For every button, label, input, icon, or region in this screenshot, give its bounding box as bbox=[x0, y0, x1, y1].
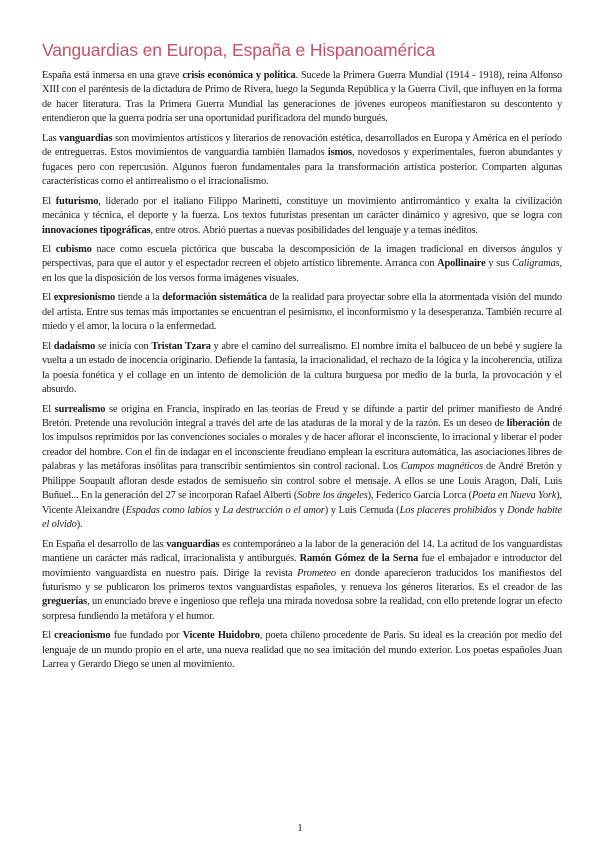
text-run: El bbox=[42, 340, 54, 352]
italic-title: Poeta en Nueva York bbox=[471, 490, 557, 502]
paragraph-cubismo bbox=[42, 243, 562, 286]
text-run: ), Vicente Aleixandre ( bbox=[42, 490, 563, 516]
bold-term: Tristan Tzara bbox=[151, 340, 211, 352]
text-run: En España el desarrollo de las bbox=[42, 538, 167, 550]
text-run: El bbox=[42, 403, 55, 415]
bold-term: innovaciones tipográficas bbox=[42, 224, 151, 236]
text-run: , entre otros. Abrió puertas a nuevas posibilidades del lenguaje y a temas inéditos. bbox=[150, 224, 478, 236]
page-number: 1 bbox=[297, 822, 303, 834]
text-run: de André Bretón y Philippe Soupault afloran desde estados de semisueño sin control sobre el mensaje. A ellos se une Louis Aragon, Dalí, Luis Buñuel... En la generación del 27 se incorporan Rafael Alberti ( bbox=[42, 461, 562, 502]
text-run: fue fundado por bbox=[110, 630, 183, 642]
italic-title: Sobre los ángeles bbox=[297, 490, 368, 502]
text-run: El bbox=[42, 243, 56, 255]
text-run: España está inmersa en una grave bbox=[42, 70, 183, 81]
italic-title: La destrucción o el amor bbox=[222, 504, 325, 516]
text-run: fue el embajador e introductor del movimiento vanguardista en nuestro país. Dirige la revista bbox=[42, 553, 562, 579]
text-run: se inicia con bbox=[95, 340, 152, 352]
italic-title: Los placeres prohibidos bbox=[399, 504, 497, 516]
document-title: Vanguardias en Europa, España e Hispanoamérica bbox=[42, 40, 435, 60]
text-run: nace como escuela pictórica que buscaba la descomposición de la imagen tradicional en diversos ángulos y perspectivas, para que el autor y el espectador recreen el objeto artístico libremente. Arranca con bbox=[42, 243, 562, 270]
text-run: ). bbox=[76, 519, 83, 531]
text-run: , liderado por el italiano Filippo Marinetti, constituye un movimiento antirromántico y exalta la civilización mecánica y técnica, el deporte y la fuerza. Los textos futuristas presentan un carácter dinámico y agresivo, que se logra con bbox=[42, 195, 562, 222]
paragraph-expresionismo bbox=[42, 291, 562, 334]
text-run: . Sucede la Primera Guerra Mundial (1914 - 1918), reina Alfonso XIII con el paréntesis de la dictadura de Primo de Rivera, luego la Segunda República y la Guerra Civil, que influyen en la forma de hacer literatura. Tras la Primera Guerra Mundial las generaciones de jóvenes europeos manifiestaron su descontento y entendieron que la guerra podría ser una oportunidad purificadora del mundo burgués. bbox=[42, 70, 562, 125]
bold-term: creacionismo bbox=[54, 630, 111, 642]
text-run: Las bbox=[42, 132, 60, 144]
text-run: ), Federico García Lorca ( bbox=[367, 490, 472, 502]
bold-term: surrealismo bbox=[54, 403, 106, 415]
paragraph-contexto bbox=[42, 69, 562, 127]
text-run: y abre el camino del surrealismo. El nombre imita el balbuceo de un bebé y sugiere la vuelta a un estado de inocencia originario. Defiende la fantasía, la irracionalidad, el rechazo de la lógica y la incoherencia, utiliza la poesía fonética y el collage en un intento de demolición de la cultura burguesa por medio de la burla, la provocación y el absurdo. bbox=[42, 340, 562, 396]
bold-term: vanguardias bbox=[166, 538, 220, 550]
text-run: y sus bbox=[485, 258, 512, 270]
document-body bbox=[42, 69, 562, 673]
bold-term: ismos bbox=[327, 147, 352, 159]
text-run: , en los que la disposición de los versos forma imágenes visuales. bbox=[42, 258, 562, 284]
bold-term: expresionismo bbox=[53, 292, 116, 304]
bold-term: Ramón Gómez de la Serna bbox=[299, 553, 419, 565]
italic-title: Prometeo bbox=[297, 567, 336, 579]
paragraph-surrealismo bbox=[42, 403, 562, 533]
text-run: , un enunciado breve e ingenioso que refleja una mirada novedosa sobre la realidad, con ello pretende lograr un efecto sorpresa fundiendo la metáfora y el humor. bbox=[42, 596, 562, 622]
bold-term: Apollinaire bbox=[437, 258, 486, 270]
italic-title: Donde habite el olvido bbox=[42, 504, 562, 531]
bold-term: cubismo bbox=[55, 243, 92, 255]
bold-term: greguerías bbox=[42, 596, 88, 608]
paragraph-vanguardias bbox=[42, 132, 562, 190]
text-run: ) y Luis Cernuda ( bbox=[324, 504, 400, 516]
paragraph-dadaismo bbox=[42, 340, 562, 398]
bold-term: deformación sistemática bbox=[162, 292, 267, 304]
text-run: , poeta chileno procedente de París. Su ideal es la creación por medio del lenguaje de un mundo propio en el arte, una nueva realidad que no sea imitación del mundo exterior. Los poetas españoles Juan Larrea y Gerardo Diego se unen al movimiento. bbox=[42, 630, 562, 671]
text-run: de los impulsos reprimidos por las convenciones sociales o morales y de hacer aflorar el inconsciente, lo irracional y liberar el poder creador del hombre. Con el fin de indagar en el inconsciente freudiano emplean la escritura automática, las asociaciones libres de palabras y las metáforas insólitas para transcribir sentimientos sin control racional. Los bbox=[42, 417, 562, 473]
bold-term: crisis económica y política bbox=[182, 70, 296, 81]
text-run: de la realidad para proyectar sobre ella la atormentada visión del mundo del artista. Entre sus temas más importantes se encuentran el pesimismo, el inconformismo y la desesperanza. También recurre al miedo y el amor, la locura o la enfermedad. bbox=[42, 292, 562, 333]
document-page bbox=[42, 40, 562, 678]
text-run: El bbox=[42, 195, 56, 207]
text-run: se origina en Francia, inspirado en las teorías de Freud y se difunde a partir del primer manifiesto de André Bretón. Pretende una revolución integral a través del arte de las ataduras de la moral y de la razón. Es un deseo de bbox=[42, 403, 562, 429]
text-run: tiende a la bbox=[115, 292, 163, 304]
italic-title: Espadas como labios bbox=[125, 504, 212, 516]
text-run: es contemporáneo a la labor de la generación del 14. La actitud de los vanguardistas mantiene un carácter más radical, irracionalista y antiburgués. bbox=[42, 538, 562, 565]
italic-title: Campos magnéticos bbox=[400, 461, 483, 473]
text-run: El bbox=[42, 630, 55, 642]
text-run: son movimientos artísticos y literarios de renovación estética, desarrollados en Europa y América en el período de entreguerras. Estos movimientos de vanguardia también llamados bbox=[42, 132, 562, 159]
text-run: , novedosos y experimentales, fueron abundantes y fugaces pero con repercusión. Algunos fueron fundamentales para la transformación artística posterior. Comparten algunas características como el antirrealismo o el irracionalismo. bbox=[42, 147, 563, 188]
bold-term: Vicente Huidobro bbox=[182, 630, 260, 642]
paragraph-creacionismo bbox=[42, 629, 562, 672]
paragraph-futurismo bbox=[42, 195, 562, 238]
text-run: en donde aparecieron traducidos los manifiestos del futurismo y se publicaron los primeros textos vanguardistas españoles, y renueva los géneros literarios. Es el creador de las bbox=[42, 567, 562, 593]
text-run: y bbox=[211, 504, 223, 516]
text-run: y bbox=[496, 504, 508, 516]
bold-term: dadaísmo bbox=[53, 340, 96, 352]
italic-title: Caligramas bbox=[511, 258, 560, 270]
paragraph-espana bbox=[42, 538, 562, 625]
text-run: El bbox=[42, 292, 54, 304]
bold-term: futurismo bbox=[55, 195, 99, 207]
bold-term: vanguardias bbox=[59, 132, 113, 144]
bold-term: liberación bbox=[506, 417, 550, 429]
